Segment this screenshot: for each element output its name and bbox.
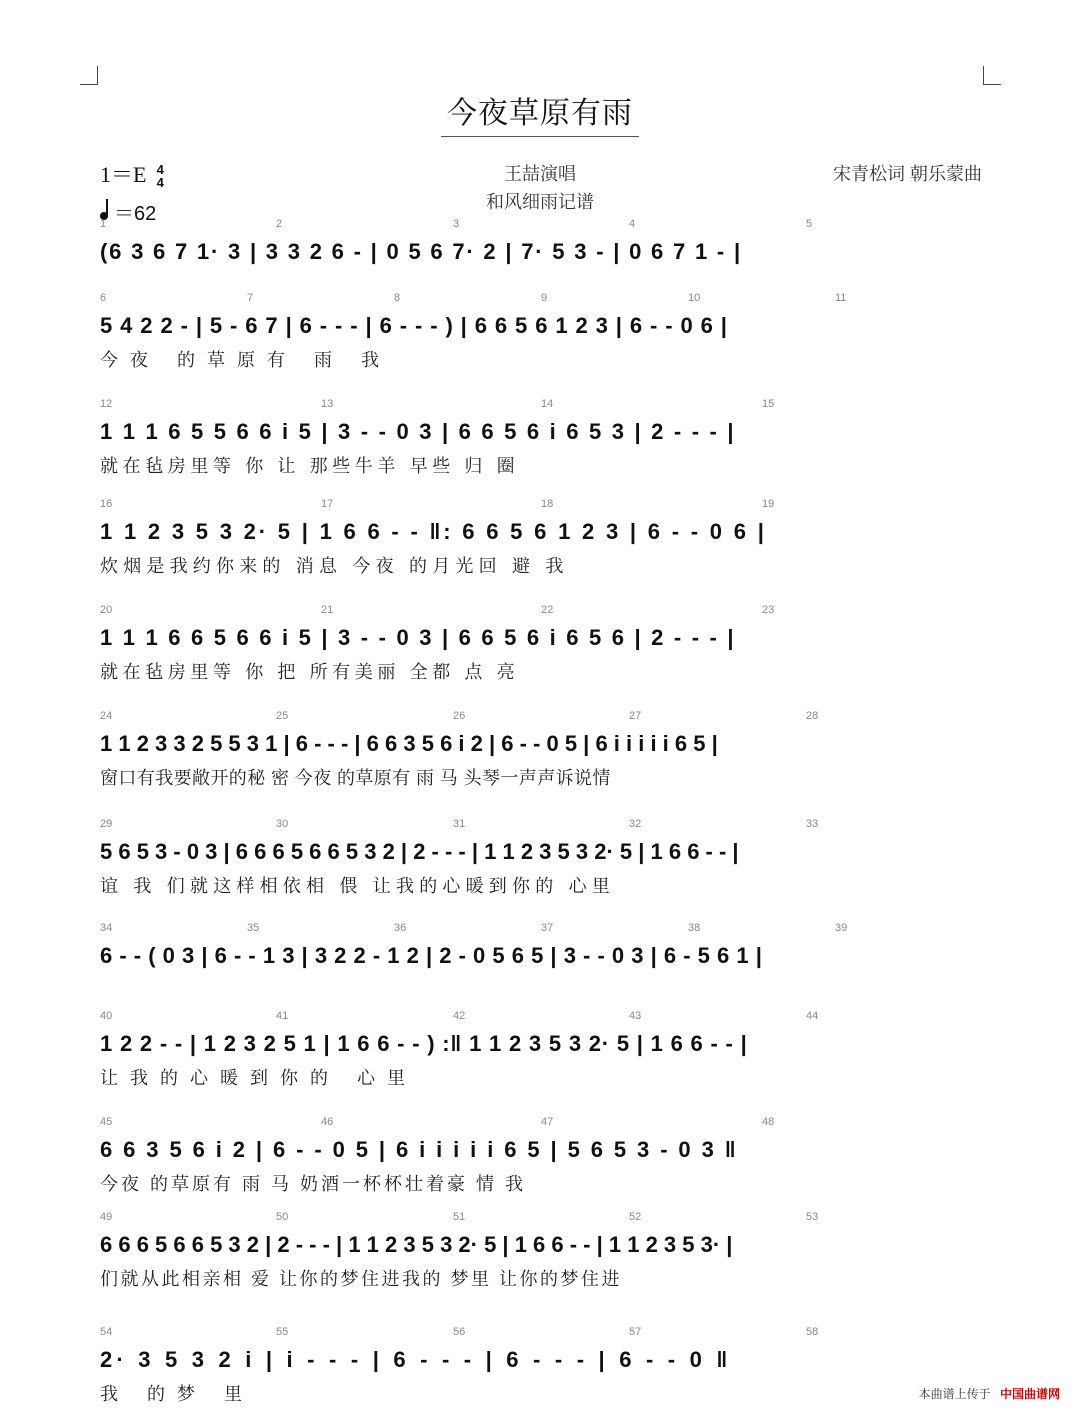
measure-number: 22	[541, 604, 554, 616]
measure-number: 56	[453, 1326, 466, 1338]
measure-numbers	[100, 710, 982, 724]
lyrics-line: 谊 我 们就这样相依相 偎 让我的心暖到你的 心里	[100, 876, 616, 896]
measure-number: 8	[394, 292, 401, 304]
lyrics-line: 炊烟是我约你来的 消息 今夜 的月光回 避 我	[100, 556, 569, 576]
measure-number: 20	[100, 604, 113, 616]
measure-number: 14	[541, 398, 554, 410]
time-sig-top: 4	[156, 162, 164, 178]
measure-numbers	[100, 1010, 982, 1024]
measure-number: 7	[247, 292, 254, 304]
lyrics-line: 就在毡房里等 你 让 那些牛羊 早些 归 圈	[100, 456, 520, 476]
measure-number: 24	[100, 710, 113, 722]
measure-number: 40	[100, 1010, 113, 1022]
singer-credit: 王喆演唱	[504, 164, 576, 184]
performer-block	[420, 160, 660, 216]
title-area	[0, 88, 1080, 137]
measure-number: 43	[629, 1010, 642, 1022]
measure-number: 42	[453, 1010, 466, 1022]
measure-number: 18	[541, 498, 554, 510]
measure-number: 25	[276, 710, 289, 722]
notation-line: 1 1 1 6 6 5 6 6 i 5 | 3 - - 0 3 | 6 6 5 6 i 6 5 6 | 2 - - - |	[100, 625, 736, 650]
notation-line: 6 6 3 5 6 i 2 | 6 - - 0 5 | 6 i i i i i 6 5 | 5 6 5 3 - 0 3 ‖	[100, 1137, 739, 1162]
measure-number: 28	[806, 710, 819, 722]
score-row	[100, 604, 982, 684]
footer-credit	[919, 1385, 1060, 1402]
time-sig-bottom: 4	[156, 175, 164, 191]
measure-number: 34	[100, 922, 113, 934]
score-row	[100, 922, 982, 1002]
measure-number: 4	[629, 218, 636, 230]
page-title: 今夜草原有雨	[441, 88, 639, 137]
measure-numbers	[100, 398, 982, 412]
measure-number: 38	[688, 922, 701, 934]
notation-line: 5 6 5 3 - 0 3 | 6 6 6 5 6 6 5 3 2 | 2 - - - | 1 1 2 3 5 3 2· 5 | 1 6 6 - - |	[100, 839, 739, 864]
measure-number: 53	[806, 1211, 819, 1223]
measure-number: 29	[100, 818, 113, 830]
footer-text: 本曲谱上传于	[918, 1387, 991, 1401]
measure-number: 5	[806, 218, 813, 230]
measure-number: 16	[100, 498, 113, 510]
notation-line: (6 3 6 7 1· 3 | 3 3 2 6 - | 0 5 6 7· 2 | 7· 5 3 - | 0 6 7 1 - |	[100, 239, 742, 264]
measure-number: 54	[100, 1326, 113, 1338]
score-row	[100, 292, 982, 372]
measure-numbers	[100, 292, 982, 306]
measure-number: 39	[835, 922, 848, 934]
lyrics-line: 就在毡房里等 你 把 所有美丽 全都 点 亮	[100, 662, 520, 682]
measure-number: 6	[100, 292, 107, 304]
tempo-value: ＝62	[114, 203, 157, 226]
measure-number: 51	[453, 1211, 466, 1223]
measure-number: 57	[629, 1326, 642, 1338]
measure-number: 10	[688, 292, 701, 304]
measure-number: 47	[541, 1116, 554, 1128]
key-line	[100, 158, 164, 189]
score-row	[100, 498, 982, 578]
measure-number: 44	[806, 1010, 819, 1022]
lyrics-line: 今夜 的草原有 雨 马 奶酒一杯杯壮着豪 情 我	[100, 1174, 527, 1194]
transcriber-credit: 和风细雨记谱	[486, 192, 594, 212]
corner-mark-left-h	[80, 84, 98, 85]
lyrics-line: 让我的心暖到你的 心里	[100, 1068, 417, 1088]
measure-numbers	[100, 1116, 982, 1130]
measure-number: 52	[629, 1211, 642, 1223]
measure-number: 13	[321, 398, 334, 410]
notation-line: 1 1 2 3 5 3 2· 5 | 1 6 6 - - ‖: 6 6 5 6 1 2 3 | 6 - - 0 6 |	[100, 519, 767, 544]
notation-line: 6 6 6 5 6 6 5 3 2 | 2 - - - | 1 1 2 3 5 3 2· 5 | 1 6 6 - - | 1 1 2 3 5 3· |	[100, 1232, 733, 1257]
score-row	[100, 398, 982, 478]
measure-number: 2	[276, 218, 283, 230]
measure-number: 41	[276, 1010, 289, 1022]
measure-number: 46	[321, 1116, 334, 1128]
lyrics-line: 今夜 的草原有 雨 我	[100, 350, 392, 370]
score-row	[100, 1326, 982, 1406]
measure-number: 11	[835, 292, 847, 304]
measure-number: 31	[453, 818, 466, 830]
composer-credit: 宋青松词 朝乐蒙曲	[832, 164, 982, 184]
measure-number: 49	[100, 1211, 113, 1223]
measure-number: 32	[629, 818, 642, 830]
score-row	[100, 710, 982, 790]
footer-site: 中国曲谱网	[999, 1387, 1060, 1401]
notation-line: 2· 3 5 3 2 i | i - - - | 6 - - - | 6 - - - | 6 - - 0 ‖	[100, 1347, 732, 1372]
measure-number: 21	[321, 604, 334, 616]
lyrics-line: 窗口有我要敞开的秘 密 今夜 的草原有 雨 马 头琴一声声诉说情	[100, 768, 611, 788]
lyrics-line: 我 的梦 里	[100, 1384, 255, 1404]
measure-number: 48	[762, 1116, 775, 1128]
measure-numbers	[100, 1326, 982, 1340]
score-row	[100, 218, 982, 298]
measure-number: 50	[276, 1211, 289, 1223]
measure-numbers	[100, 1211, 982, 1225]
corner-mark-right-h	[983, 84, 1001, 85]
measure-number: 36	[394, 922, 407, 934]
score-row	[100, 1010, 982, 1090]
key-signature: 1＝E	[100, 162, 147, 187]
lyrics-line	[100, 976, 982, 1002]
measure-number: 15	[762, 398, 775, 410]
notation-line: 1 1 1 6 5 5 6 6 i 5 | 3 - - 0 3 | 6 6 5 6 i 6 5 3 | 2 - - - |	[100, 419, 736, 444]
score-row	[100, 1116, 982, 1196]
notation-line: 1 1 2 3 3 2 5 5 3 1 | 6 - - - | 6 6 3 5 6 i 2 | 6 - - 0 5 | 6 i i i i i 6 5 |	[100, 731, 718, 756]
measure-number: 12	[100, 398, 113, 410]
measure-numbers	[100, 922, 982, 936]
corner-mark-right-v	[983, 66, 984, 84]
measure-number: 55	[276, 1326, 289, 1338]
measure-number: 17	[321, 498, 334, 510]
measure-number: 23	[762, 604, 775, 616]
score-row	[100, 818, 982, 898]
measure-number: 19	[762, 498, 775, 510]
measure-number: 1	[100, 218, 107, 230]
measure-number: 30	[276, 818, 289, 830]
measure-number: 58	[806, 1326, 819, 1338]
corner-mark-left-v	[97, 66, 98, 84]
measure-number: 27	[629, 710, 642, 722]
key-tempo-block	[100, 158, 164, 226]
score-row	[100, 1211, 982, 1291]
measure-number: 26	[453, 710, 466, 722]
measure-numbers	[100, 818, 982, 832]
measure-number: 3	[453, 218, 460, 230]
measure-number: 33	[806, 818, 819, 830]
measure-number: 9	[541, 292, 548, 304]
lyrics-line: 们就从此相亲相 爱 让你的梦住进我的 梦里 让你的梦住进	[100, 1269, 623, 1289]
notation-line: 6 - - ( 0 3 | 6 - - 1 3 | 3 2 2 - 1 2 | 2 - 0 5 6 5 | 3 - - 0 3 | 6 - 5 6 1 |	[100, 943, 763, 968]
measure-number: 37	[541, 922, 554, 934]
time-signature	[157, 163, 164, 189]
measure-numbers	[100, 498, 982, 512]
notation-line: 1 2 2 - - | 1 2 3 2 5 1 | 1 6 6 - - ) :‖ 1 1 2 3 5 3 2· 5 | 1 6 6 - - |	[100, 1031, 748, 1056]
measure-number: 35	[247, 922, 260, 934]
notation-line: 5 4 2 2 - | 5 - 6 7 | 6 - - - | 6 - - - ) | 6 6 5 6 1 2 3 | 6 - - 0 6 |	[100, 313, 728, 338]
measure-number: 45	[100, 1116, 113, 1128]
measure-numbers	[100, 604, 982, 618]
measure-numbers	[100, 218, 982, 232]
